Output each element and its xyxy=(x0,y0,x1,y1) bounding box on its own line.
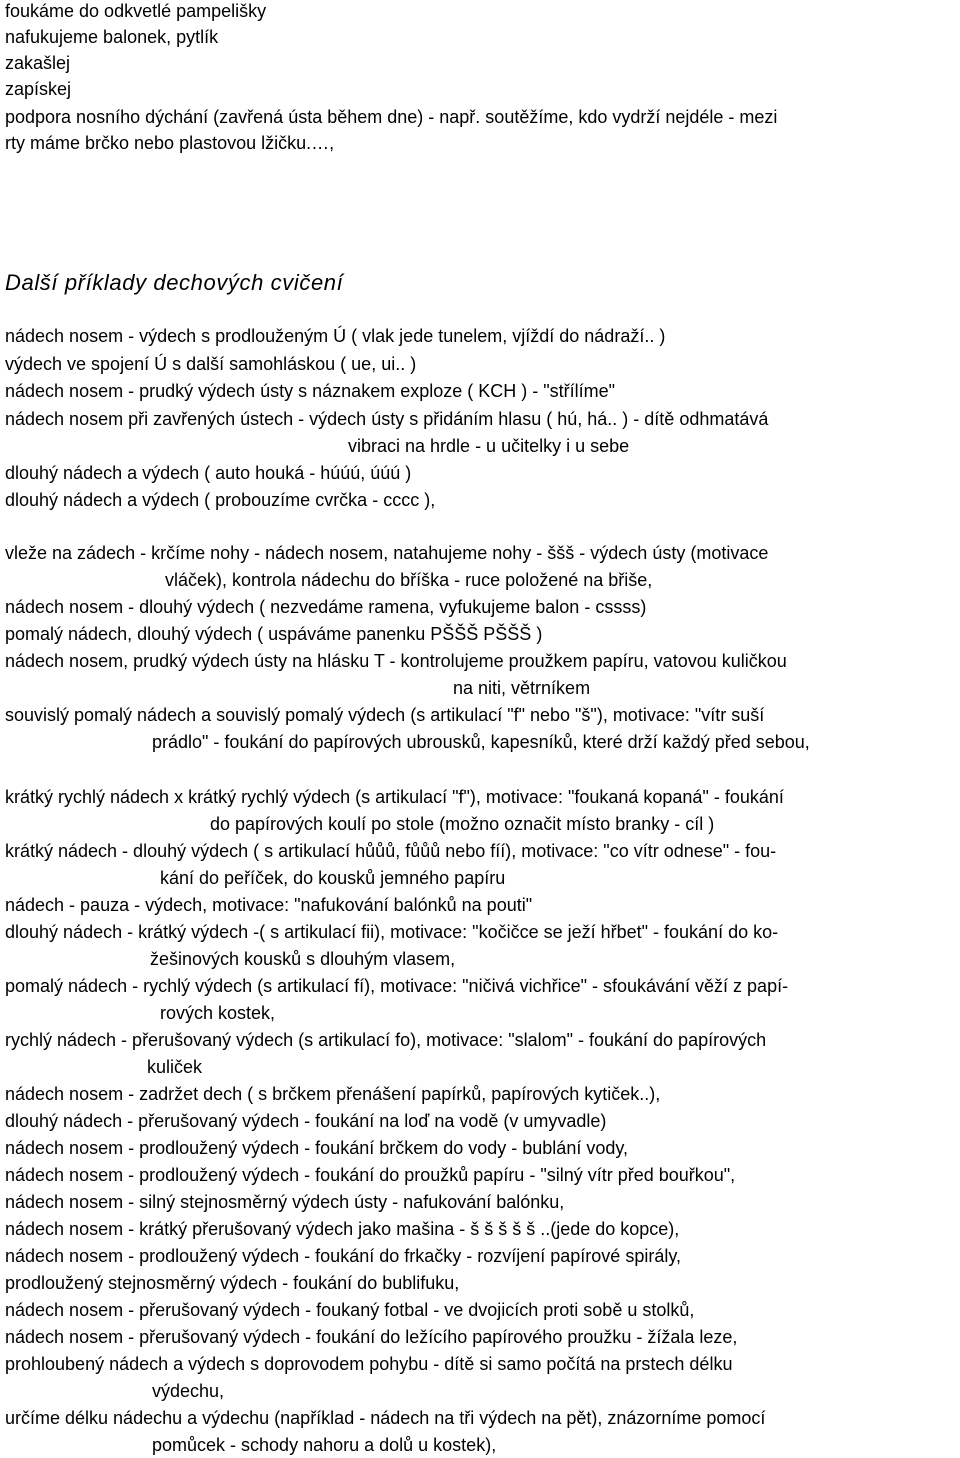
body-line-10: nádech nosem - dlouhý výdech ( nezvedáme ramena, vyfukujeme balon - cssss) xyxy=(5,597,647,617)
intro-line-1: foukáme do odkvetlé pampelišky xyxy=(5,1,267,21)
body-line-31: nádech nosem - silný stejnosměrný výdech ústy - nafukování balónku, xyxy=(5,1192,565,1212)
body-line-9: vláček), kontrola nádechu do bříška - ruce položené na břiše, xyxy=(165,570,653,590)
body-line-27: nádech nosem - zadržet dech ( s brčkem přenášení papírků, papírových kytiček..), xyxy=(5,1084,661,1104)
body-line-14: souvislý pomalý nádech a souvislý pomalý výdech (s artikulací "f" nebo "š"), motivace: "vítr suší xyxy=(5,705,765,725)
body-line-19: kání do peříček, do kousků jemného papíru xyxy=(160,868,506,888)
body-line-6: dlouhý nádech a výdech ( auto houká - húúú, úúú ) xyxy=(5,463,412,483)
body-line-18: krátký nádech - dlouhý výdech ( s artikulací hůůů, fůůů nebo fíí), motivace: "co vítr odnese" - fou- xyxy=(5,841,777,861)
body-line-33: nádech nosem - prodloužený výdech - foukání do frkačky - rozvíjení papírové spirály, xyxy=(5,1246,682,1266)
body-line-8: vleže na zádech - krčíme nohy - nádech nosem, natahujeme nohy - ššš - výdech ústy (motivace xyxy=(5,543,769,563)
body-line-23: pomalý nádech - rychlý výdech (s artikulací fí), motivace: "ničivá vichřice" - sfoukávání věží z papí- xyxy=(5,976,789,996)
body-line-2: výdech ve spojení Ú s další samohláskou ( ue, ui.. ) xyxy=(5,354,417,374)
section-heading: Další příklady dechových cvičení xyxy=(5,270,344,295)
body-line-20: nádech - pauza - výdech, motivace: "nafukování balónků na pouti" xyxy=(5,895,533,915)
intro-line-4: zapískej xyxy=(5,79,72,99)
intro-line-2: nafukujeme balonek, pytlík xyxy=(5,27,219,47)
body-line-5: vibraci na hrdle - u učitelky i u sebe xyxy=(348,436,630,456)
body-line-38: výdechu, xyxy=(152,1381,225,1401)
body-line-37: prohloubený nádech a výdech s doprovodem pohybu - dítě si samo počítá na prstech délku xyxy=(5,1354,733,1374)
body-line-29: nádech nosem - prodloužený výdech - foukání brčkem do vody - bublání vody, xyxy=(5,1138,629,1158)
body-line-13: na niti, větrníkem xyxy=(453,678,591,698)
body-line-39: určíme délku nádechu a výdechu (například - nádech na tři výdech na pět), znázorníme pomocí xyxy=(5,1408,766,1428)
body-line-30: nádech nosem - prodloužený výdech - foukání do proužků papíru - "silný vítr před bouřkou", xyxy=(5,1165,736,1185)
body-line-36: nádech nosem - přerušovaný výdech - foukání do ležícího papírového proužku - žížala leze, xyxy=(5,1327,738,1347)
body-line-17: do papírových koulí po stole (možno označit místo branky - cíl ) xyxy=(210,814,715,834)
body-line-35: nádech nosem - přerušovaný výdech - foukaný fotbal - ve dvojicích proti sobě u stolků, xyxy=(5,1300,695,1320)
body-line-34: prodloužený stejnosměrný výdech - foukání do bublifuku, xyxy=(5,1273,460,1293)
body-line-21: dlouhý nádech - krátký výdech -( s artikulací fii), motivace: "kočičce se ježí hřbet" - foukání do ko- xyxy=(5,922,779,942)
body-line-32: nádech nosem - krátký přerušovaný výdech jako mašina - š š š š š ..(jede do kopce), xyxy=(5,1219,680,1239)
body-line-28: dlouhý nádech - přerušovaný výdech - foukání na loď na vodě (v umyvadle) xyxy=(5,1111,607,1131)
body-line-25: rychlý nádech - přerušovaný výdech (s artikulací fo), motivace: "slalom" - foukání do papírových xyxy=(5,1030,767,1050)
body-line-40: pomůcek - schody nahoru a dolů u kostek), xyxy=(152,1435,497,1455)
body-line-22: žešinových kousků s dlouhým vlasem, xyxy=(150,949,456,969)
body-line-1: nádech nosem - výdech s prodlouženým Ú ( vlak jede tunelem, vjíždí do nádraží.. ) xyxy=(5,326,666,346)
body-line-7: dlouhý nádech a výdech ( probouzíme cvrčka - cccc ), xyxy=(5,490,436,510)
body-line-4: nádech nosem při zavřených ústech - výdech ústy s přidáním hlasu ( hú, há.. ) - dítě odhmatává xyxy=(5,409,769,429)
body-line-24: rových kostek, xyxy=(160,1003,276,1023)
body-line-15: prádlo" - foukání do papírových ubrousků, kapesníků, které drží každý před sebou, xyxy=(152,732,810,752)
body-line-12: nádech nosem, prudký výdech ústy na hlásku T - kontrolujeme proužkem papíru, vatovou kuličkou xyxy=(5,651,787,671)
body-line-3: nádech nosem - prudký výdech ústy s náznakem exploze ( KCH ) - "střílíme" xyxy=(5,381,616,401)
body-line-16: krátký rychlý nádech x krátký rychlý výdech (s artikulací "f"), motivace: "foukaná kopaná" - foukání xyxy=(5,787,784,807)
body-line-26: kuliček xyxy=(147,1057,203,1077)
body-line-11: pomalý nádech, dlouhý výdech ( uspáváme panenku PŠŠŠ PŠŠŠ ) xyxy=(5,624,543,644)
intro-line-3: zakašlej xyxy=(5,53,71,73)
intro-line-6: rty máme brčko nebo plastovou lžičku.…, xyxy=(5,133,335,153)
intro-line-5: podpora nosního dýchání (zavřená ústa během dne) - např. soutěžíme, kdo vydrží nejdéle - mezi xyxy=(5,107,778,127)
